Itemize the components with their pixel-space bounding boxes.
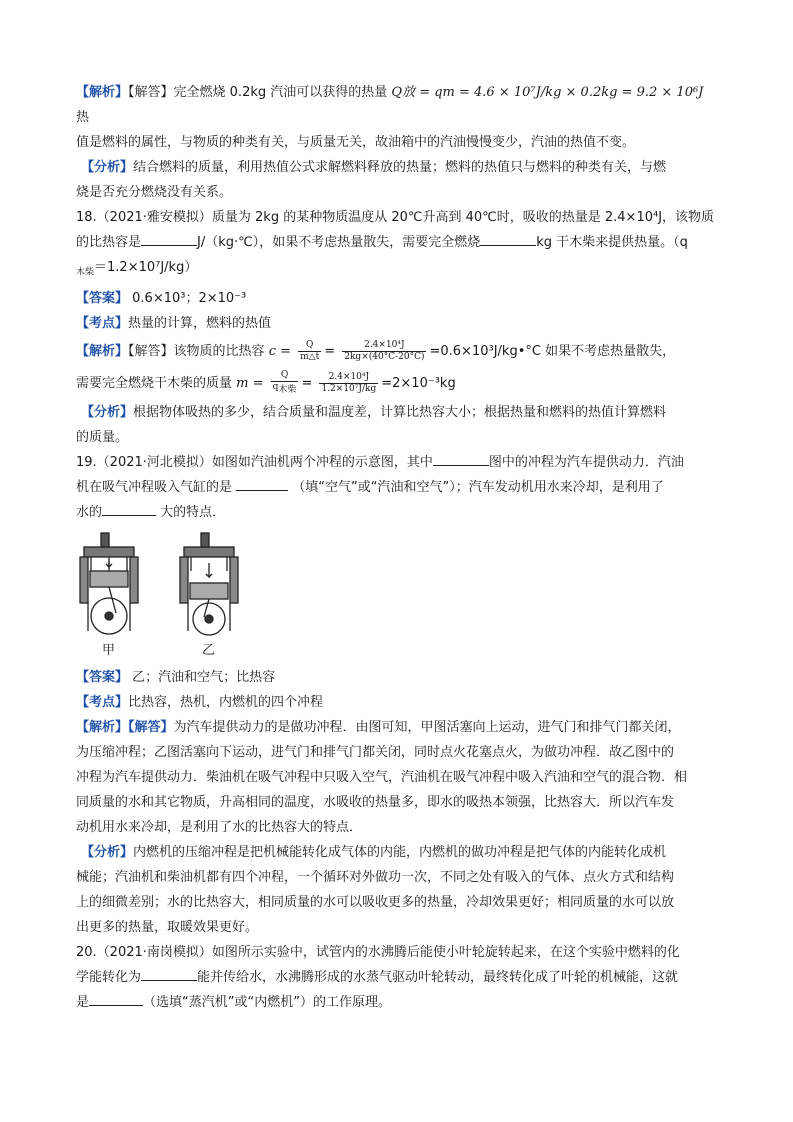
text: （选填“蒸汽机”或“内燃机”）的工作原理。	[143, 994, 391, 1010]
answer-blank	[89, 991, 143, 1006]
text: 大的特点．	[160, 504, 226, 520]
q18-stem-line3	[76, 255, 717, 286]
q18-jiexi: 【解析】【解答】该物质的比热容 c = $\frac{Q}{m\triangle t}$ = $\frac{\text{2.4×10⁴J}}{2kg\times(40^\circ C-20^\circ C)}$ =0.6×10³J/kg•°C 如果不考虑热量散失，	[76, 339, 676, 362]
q18-jiexi-line2: 需要完全燃烧干木柴的质量 m = $\frac{Q}{\text{q木柴}}$ = $\frac{\text{2.4×10⁴J}}{\text{1.2×10⁷J/kg}}$ =2×10⁻³kg	[76, 370, 456, 395]
q18-stem-line2	[76, 230, 717, 255]
q18-kaodian	[76, 311, 717, 336]
text: 乙图活塞向下运动，进气门和排气门都关闭，同时点火花塞点火，为做功冲程．故乙图中的	[154, 744, 675, 760]
jiexi-tag: 【解析】	[76, 343, 129, 359]
answer-text: 乙；汽油和空气；比热容	[132, 669, 276, 685]
text: 热	[76, 110, 90, 125]
jieda-tag: 【解答】	[128, 85, 174, 100]
q18-stem-line1: 18.（2021·雅安模拟）质量为 2kg 的某种物质温度从 20℃升高到 40℃时，吸收的热量是 2.4×10⁴J，该物质	[76, 210, 715, 225]
answer-tag: 【答案】	[76, 669, 129, 685]
text: kg 干木柴来提供热量。（q	[536, 235, 688, 250]
text: 完全燃烧 0.2kg 汽油可以获得的热量	[173, 85, 388, 100]
q18-answer	[76, 286, 717, 311]
m-symbol: m =	[236, 375, 264, 391]
text: 根据物体吸热的多少，结合质量和温度差，计算比热容大小；根据热量和燃料的热值计算燃料	[133, 404, 667, 420]
numerator: 2.4×10⁴J	[319, 372, 378, 384]
q17-jiexi	[76, 80, 717, 130]
q19-kaodian	[76, 690, 717, 715]
q-over-mdt: $\frac{Q}{m\triangle t}$	[300, 339, 320, 362]
q19-fenxi-line2: 械能；汽油机和柴油机都有四个冲程，一个循环对外做功一次，不同之处有吸入的气体、点火方式和结构	[76, 869, 675, 885]
c-fraction	[342, 340, 426, 363]
q19-jiexi-line1	[76, 715, 717, 740]
q19-jiexi-line3: 冲程为汽车提供动力．柴油机在吸气冲程中只吸入空气，汽油机在吸气冲程中吸入汽油和空气的混合物．相	[76, 769, 688, 785]
q17-fenxi-line2: 烧是否充分燃烧没有关系。	[76, 185, 233, 200]
text: （填“空气”或“汽油和空气”）；汽车发动机用水来冷却，是利用了	[292, 479, 664, 495]
subscript: 木柴	[76, 267, 95, 278]
numerator: 2.4×10⁴J	[342, 340, 426, 352]
q19-jiexi-line5: 动机用水来冷却，是利用了水的比热容大的特点．	[76, 819, 363, 835]
engine-diagram	[76, 531, 276, 641]
answer-blank	[433, 451, 489, 466]
denominator: 2kg×(40°C-20°C)	[344, 351, 425, 362]
jiexi-tag: 【解析】	[76, 719, 129, 735]
text: 是	[76, 994, 90, 1010]
text: ＝1.2×10⁷J/kg）	[94, 260, 198, 275]
text: 19.（2021·河北模拟）如图如汽油机两个冲程的示意图，其中	[76, 454, 433, 470]
fenxi-tag: 【分析】	[81, 404, 134, 420]
text: 学能转化为	[76, 969, 142, 985]
q20-stem-line1: 20.（2021·南岗模拟）如图所示实验中，试管内的水沸腾后能使小叶轮旋转起来，在这个实验中燃料的化	[76, 944, 680, 960]
answer-blank	[236, 476, 288, 491]
answer-blank	[141, 966, 197, 981]
answer-blank	[102, 501, 156, 516]
q18-fenxi-line2: 的质量。	[76, 429, 129, 445]
text: =2×10⁻³kg	[381, 375, 456, 391]
figure-label-left: 甲	[102, 642, 116, 658]
kaodian-tag: 【考点】	[76, 694, 129, 710]
kaodian-tag: 【考点】	[76, 315, 129, 331]
m-fraction	[319, 372, 378, 395]
q19-jiexi-line4: 同质量的水和其它物质，升高相同的温度，水吸收的热量多，即水的吸热本领强，比热容大．所以汽车发	[76, 794, 675, 810]
q17-fenxi	[76, 155, 717, 180]
q20-stem-line3	[76, 990, 717, 1015]
q-over-q: $\frac{Q}{\text{q木柴}}$	[272, 370, 297, 395]
q19-jiexi-line2	[76, 740, 717, 765]
text: J/（kg·℃），如果不考虑热量散失，需要完全燃烧	[197, 235, 481, 250]
answer-blank	[141, 231, 197, 246]
q19-fenxi-line1	[76, 840, 717, 865]
text: 为压缩冲程；	[76, 744, 155, 760]
q17-jiexi-line2: 值是燃料的属性，与物质的种类有关，与质量无关，故油箱中的汽油慢慢变少，汽油的热值不变。	[76, 135, 636, 150]
text: 机在吸气冲程吸入气缸的是	[76, 479, 233, 495]
answer-tag: 【答案】	[76, 290, 129, 306]
kaodian-text: 比热容，热机，内燃机的四个冲程	[128, 694, 324, 710]
q19-stem-line3	[76, 500, 717, 525]
heat-formula: Q放 = qm = 4.6 × 10⁷J/kg × 0.2kg = 9.2 × 10⁶J	[391, 85, 704, 100]
answer-blank	[480, 231, 536, 246]
q19-stem-line2	[76, 475, 717, 500]
text: 需要完全燃烧干木柴的质量	[76, 375, 233, 391]
text: 为汽车提供动力的是做功冲程．由图可知，甲图活塞向上运动，进气门和排气门都关闭，	[173, 719, 681, 735]
text: 的比热容是	[76, 235, 142, 250]
q19-fenxi-line3: 上的细微差别；水的比热容大，相同质量的水可以吸收更多的热量，冷却效果更好；相同质量的水可以放	[76, 894, 675, 910]
text: 结合燃料的质量，利用热值公式求解燃料释放的热量；燃料的热值只与燃料的种类有关，与燃	[133, 160, 667, 175]
q18-fenxi	[76, 400, 717, 425]
denominator: 1.2×10⁷J/kg	[321, 383, 377, 394]
figure-label-right: 乙	[202, 642, 216, 658]
answer-text: 0.6×10³；2×10⁻³	[132, 290, 247, 306]
q19-fenxi-line4: 出更多的热量，取暖效果更好。	[76, 919, 259, 935]
jieda-tag: 【解答】	[128, 719, 174, 735]
q19-stem-line1	[76, 450, 717, 475]
text: 水的	[76, 504, 103, 520]
text: 能并传给水，水沸腾形成的水蒸气驱动叶轮转动，最终转化成了叶轮的机械能，这就	[197, 969, 679, 985]
jieda-tag: 【解答】	[128, 343, 174, 359]
text: 内燃机的压缩冲程是把机械能转化成气体的内能，内燃机的做功冲程是把气体的内能转化成机	[133, 844, 667, 860]
fenxi-tag: 【分析】	[81, 844, 134, 860]
kaodian-text: 热量的计算，燃料的热值	[128, 315, 272, 331]
jiexi-tag: 【解析】	[76, 85, 129, 100]
engine-left	[80, 533, 138, 634]
text: 该物质的比热容	[173, 343, 265, 359]
engine-right	[180, 533, 238, 635]
q19-answer	[76, 665, 717, 690]
fenxi-tag: 【分析】	[81, 160, 134, 175]
text: 图中的冲程为汽车提供动力．汽油	[488, 454, 684, 470]
text: =0.6×10³J/kg•°C 如果不考虑热量散失，	[429, 343, 676, 359]
q20-stem-line2	[76, 965, 717, 990]
c-symbol: c =	[268, 343, 291, 359]
engine-strokes-figure	[76, 531, 276, 659]
